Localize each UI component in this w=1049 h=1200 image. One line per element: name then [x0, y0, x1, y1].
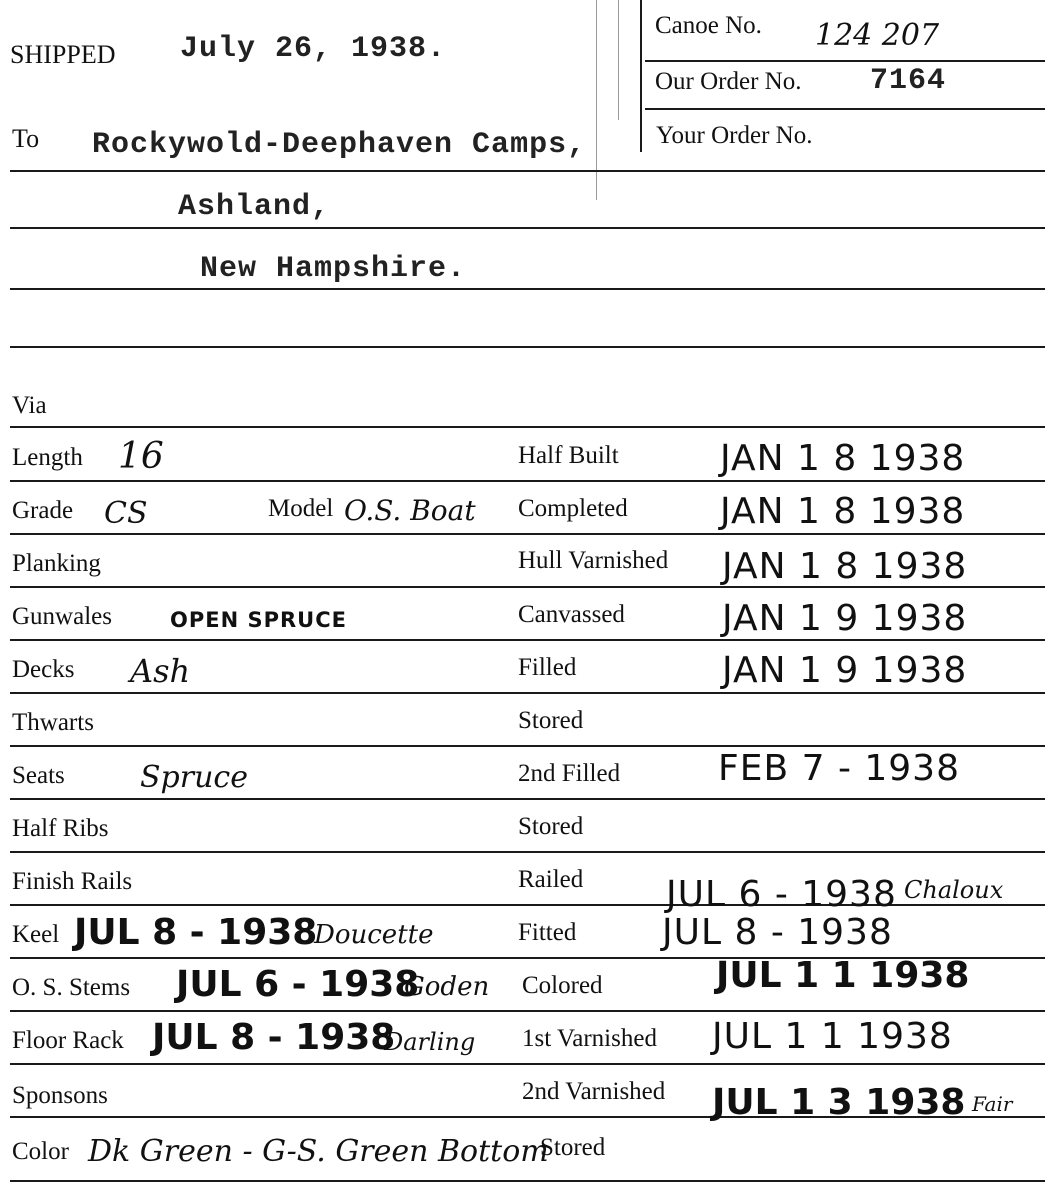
- colored-label: Colored: [522, 972, 603, 999]
- seats-label: Seats: [12, 762, 65, 789]
- to-label: To: [12, 124, 40, 153]
- first-varnished-label: 1st Varnished: [522, 1025, 657, 1052]
- hull-varnished-stamp: JAN 1 8 1938: [722, 546, 968, 587]
- gunwales-label: Gunwales: [12, 603, 112, 630]
- grade-label: Grade: [12, 497, 74, 524]
- length-label: Length: [12, 444, 83, 471]
- stored-label-1: Stored: [518, 707, 584, 734]
- canoe-no-line: [645, 60, 1045, 62]
- our-order-line: [645, 108, 1045, 110]
- second-filled-label: 2nd Filled: [518, 760, 621, 787]
- model-label: Model: [268, 495, 334, 522]
- our-order-value: 7164: [870, 64, 947, 98]
- stored-label-2: Stored: [518, 813, 584, 840]
- address-line-2: Ashland,: [178, 190, 331, 224]
- completed-stamp: JAN 1 8 1938: [720, 491, 966, 532]
- grade-value: CS: [104, 496, 148, 531]
- railed-note: Chaloux: [904, 876, 1004, 904]
- second-varnished-stamp: JUL 1 3 1938: [712, 1082, 966, 1123]
- hull-varnished-label: Hull Varnished: [518, 547, 669, 574]
- colored-stamp: JUL 1 1 1938: [716, 955, 970, 996]
- row-rule: [10, 798, 1045, 800]
- address-line-2-rule: [10, 227, 1045, 229]
- canvassed-stamp: JAN 1 9 1938: [722, 598, 968, 639]
- shipped-label: SHIPPED: [10, 40, 116, 69]
- length-value: 16: [118, 436, 164, 477]
- railed-label: Railed: [518, 866, 584, 893]
- os-stems-label: O. S. Stems: [12, 974, 131, 1001]
- row-rule: [10, 1180, 1045, 1182]
- second-filled-stamp: FEB 7 - 1938: [718, 748, 960, 789]
- os-stems-stamp: JUL 6 - 1938: [176, 964, 420, 1005]
- blank-line-rule: [10, 346, 1045, 348]
- keel-stamp: JUL 8 - 1938: [74, 912, 318, 953]
- row-rule: [10, 851, 1045, 853]
- fitted-label: Fitted: [518, 919, 577, 946]
- row-rule: [10, 692, 1045, 694]
- canoe-no-value: 124 207: [815, 18, 940, 53]
- address-line-3-rule: [10, 288, 1045, 290]
- header-divider: [640, 0, 642, 152]
- half-ribs-label: Half Ribs: [12, 815, 109, 842]
- half-built-label: Half Built: [518, 442, 619, 469]
- canvassed-label: Canvassed: [518, 601, 625, 628]
- via-label: Via: [12, 392, 47, 419]
- gunwales-value: OPEN SPRUCE: [170, 608, 347, 632]
- your-order-label: Your Order No.: [656, 122, 813, 149]
- row-rule: [10, 533, 1045, 535]
- decks-value: Ash: [130, 652, 191, 690]
- os-stems-note: Goden: [404, 972, 490, 1002]
- row-rule: [10, 1010, 1045, 1012]
- color-label: Color: [12, 1138, 69, 1165]
- row-rule: [10, 1063, 1045, 1065]
- address-line-1: Rockywold-Deephaven Camps,: [92, 128, 587, 162]
- address-line-1-rule: [10, 170, 1045, 172]
- floor-rack-note: Darling: [384, 1028, 476, 1056]
- half-built-stamp: JAN 1 8 1938: [720, 438, 966, 479]
- sponsons-label: Sponsons: [12, 1082, 108, 1109]
- shipped-date: July 26, 1938.: [180, 32, 447, 66]
- address-line-3: New Hampshire.: [200, 252, 467, 286]
- planking-label: Planking: [12, 550, 101, 577]
- via-rule: [10, 426, 1045, 428]
- row-rule: [10, 639, 1045, 641]
- fitted-stamp: JUL 8 - 1938: [662, 912, 893, 953]
- completed-label: Completed: [518, 495, 628, 522]
- finish-rails-label: Finish Rails: [12, 868, 133, 895]
- our-order-label: Our Order No.: [655, 68, 802, 95]
- row-rule: [10, 480, 1045, 482]
- decks-label: Decks: [12, 656, 75, 683]
- keel-note: Doucette: [314, 920, 434, 950]
- row-rule: [10, 745, 1045, 747]
- seats-value: Spruce: [140, 760, 248, 795]
- second-varnished-label: 2nd Varnished: [522, 1078, 666, 1105]
- filled-stamp: JAN 1 9 1938: [722, 650, 968, 691]
- keel-label: Keel: [12, 921, 60, 948]
- floor-rack-label: Floor Rack: [12, 1027, 124, 1054]
- second-varnished-note: Fair: [972, 1092, 1013, 1116]
- stored-label-3: Stored: [540, 1134, 606, 1161]
- first-varnished-stamp: JUL 1 1 1938: [712, 1016, 953, 1057]
- thwarts-label: Thwarts: [12, 709, 94, 736]
- railed-stamp: JUL 6 - 1938: [666, 874, 897, 915]
- canoe-no-label: Canoe No.: [655, 12, 762, 39]
- filled-label: Filled: [518, 654, 577, 681]
- floor-rack-stamp: JUL 8 - 1938: [152, 1017, 396, 1058]
- model-value: O.S. Boat: [344, 494, 476, 527]
- fold-crease: [618, 0, 619, 120]
- color-value: Dk Green - G-S. Green Bottom: [88, 1134, 549, 1169]
